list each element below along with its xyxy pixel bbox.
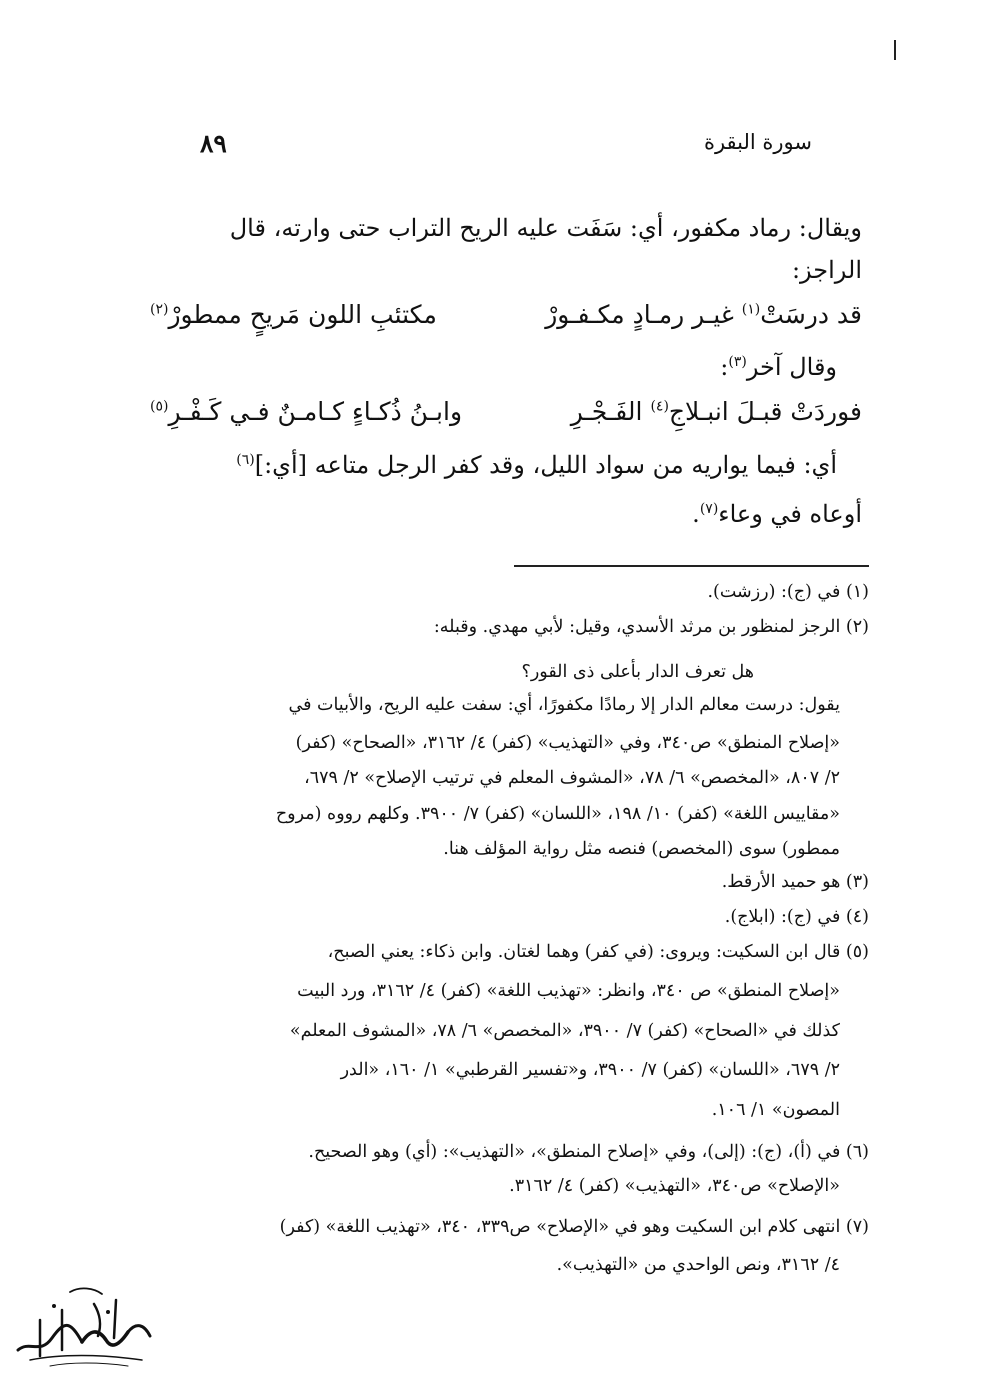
footnote-ref: (٧): [699, 501, 719, 517]
page-number: ٨٩: [200, 129, 227, 158]
page-edge-mark: [894, 40, 896, 60]
footnote-line: كذلك في «الصحاح» (كفر) ٧/ ٣٩٠٠، «المخصص» ٦/ ٧٨، «المشوف المعلم»: [289, 1021, 840, 1041]
body-line: [236, 445, 837, 485]
verse-text: فوردَتْ قبـلَ انبـلاجِ: [668, 397, 862, 426]
body-line: [720, 347, 837, 387]
body-line: [692, 494, 862, 534]
calligraphy-logo-icon: [10, 1280, 160, 1372]
footnote: (٧) انتهى كلام ابن السكيت وهو في «الإصلاح» ص٣٣٩، ٣٤٠، «تهذيب اللغة» (كفر): [279, 1217, 869, 1237]
verse-text: وابـنُ ذُكـاءٍ كـامـنٌ فـي كَـفْـرِ: [168, 397, 463, 426]
footnote-line: يقول: درست معالم الدار إلا رمادًا مكفورًا، أي: سفت عليه الريح، والأبيات في: [288, 695, 840, 715]
body-text: وقال آخر: [746, 353, 837, 381]
footnote-verse: هل تعرف الدار بأعلى ذى القور؟: [521, 662, 754, 682]
body-line: ويقال: رماد مكفور، أي: سَفَت عليه الريح التراب حتى وارته، قال: [229, 214, 862, 242]
body-text: :: [720, 353, 729, 381]
footnote: (٦) في (أ)، (ج): (إلى)، وفي «إصلاح المنطق»، «التهذيب»: (أي) وهو الصحيح.: [308, 1142, 869, 1162]
footnote-line: ٢/ ٦٧٩، «اللسان» (كفر) ٧/ ٣٩٠٠، و«تفسير القرطبي» ١/ ١٦٠، «الدر: [340, 1060, 840, 1080]
footnote-line: ممطور) سوى (المخصص) فنصه مثل رواية المؤلف هنا.: [443, 839, 840, 859]
verse-hemistich: [545, 295, 862, 335]
footnote-ref: (٣): [728, 354, 747, 370]
surah-title: سورة البقرة: [703, 130, 812, 154]
footnote: (١) في (ج): (رزشت).: [707, 582, 869, 602]
verse-hemistich: [150, 295, 437, 335]
footnote: (٥) قال ابن السكيت: ويروى: (في كفر) وهما لغتان. وابن ذكاء: يعني الصبح،: [327, 942, 869, 962]
footnote-line: ٢/ ٨٠٧، «المخصص» ٦/ ٧٨، «المشوف المعلم في ترتيب الإصلاح» ٢/ ٦٧٩،: [304, 768, 840, 788]
footnote-ref: (٥): [150, 398, 169, 415]
footnote-line: «مقاييس اللغة» (كفر) ١٠/ ١٩٨، «اللسان» (كفر) ٧/ ٣٩٠٠. وكلهم رووه (مروح: [275, 804, 840, 824]
verse-hemistich: [150, 392, 462, 432]
footnote-line: «إصلاح المنطق» ص٣٤٠، وفي «التهذيب» (كفر) ٤/ ٣١٦٢، «الصحاح» (كفر): [295, 733, 840, 753]
verse-hemistich: [571, 392, 862, 432]
body-text: أي: فيما يواريه من سواد الليل، وقد كفر الرجل متاعه [أي:]: [254, 451, 837, 479]
footnote-ref: (١): [741, 301, 761, 318]
verse-text: الفَـجْـرِ: [570, 397, 651, 426]
footnote: (٢) الرجز لمنظور بن مرثد الأسدي، وقيل: لأبي مهدي. وقبله:: [433, 617, 869, 637]
footnote-line: «إصلاح المنطق» ص ٣٤٠، وانظر: «تهذيب اللغة» (كفر) ٤/ ٣١٦٢، ورد البيت: [297, 981, 840, 1001]
body-text: أوعاه في وعاء: [718, 500, 862, 528]
body-line: الراجز:: [791, 256, 862, 284]
body-text: .: [692, 500, 700, 528]
verse-text: قد درسَتْ: [760, 300, 862, 329]
footnote: (٣) هو حميد الأرقط.: [721, 872, 869, 892]
footnote-ref: (٢): [150, 301, 169, 318]
verse-text: غيـر رمـادٍ مكـفـورْ: [545, 300, 742, 329]
footnote-separator: [514, 565, 869, 567]
footnote-ref: (٤): [650, 398, 669, 415]
footnote-line: المصون» ١/ ١٠٦.: [711, 1100, 840, 1120]
footnote-ref: (٦): [236, 452, 255, 468]
footnote-line: «الإصلاح» ص٣٤٠، «التهذيب» (كفر) ٤/ ٣١٦٢.: [509, 1176, 840, 1196]
footnote: (٤) في (ج): (ابلاج).: [724, 907, 869, 927]
verse-text: مكتئبِ اللون مَريحٍ ممطورْ: [168, 300, 437, 329]
footnote-line: ٤/ ٣١٦٢، ونص الواحدي من «التهذيب».: [556, 1255, 840, 1275]
